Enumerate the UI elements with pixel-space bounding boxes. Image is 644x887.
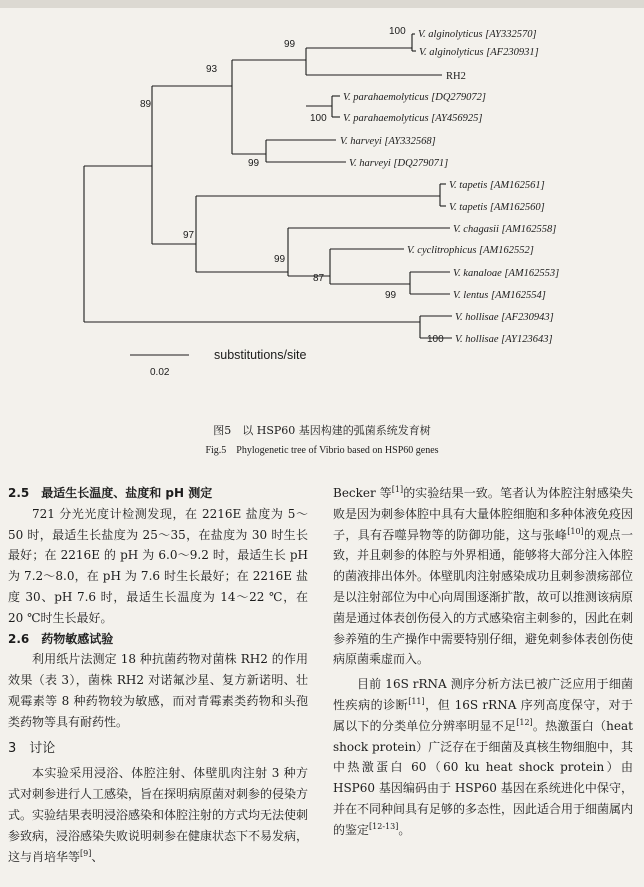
paragraph-text: 的观点一致，并且刺参的体腔与外界相通，能够将大部分注入体腔的菌液排出体外。体壁肌肉注射感染成功且刺参溃疡部位是以注射部位为中心向周围逐渐扩散，故可以推测该病原菌是通过体表创伤侵入的方式感染宿主刺参的，因此在刺参养殖的生产操作中需要特别仔细，避免刺参体表创伤使病原菌乘虚而入。 [333, 527, 634, 667]
citation: [1] [391, 485, 404, 494]
bootstrap-value: 93 [206, 64, 218, 75]
taxon-label: V. alginolyticus [AF230931] [419, 47, 539, 58]
paragraph-text: Becker 等 [333, 486, 392, 500]
figure-caption-cn: 图5 以 HSP60 基因构建的弧菌系统发育树 [213, 424, 431, 437]
bootstrap-value: 100 [427, 334, 444, 345]
scale-unit-label: substitutions/site [214, 348, 307, 362]
taxon-label: V. hollisae [AF230943] [455, 312, 554, 323]
taxon-label: V. parahaemolyticus [AY456925] [343, 113, 483, 124]
paragraph-text: 目前 16S rRNA 测序分析方法已被广泛应用于细菌性疾病的诊断 [333, 677, 633, 712]
phylogenetic-tree [0, 0, 644, 400]
section-heading-2-6: 2.6 药物敏感试验 [8, 631, 114, 646]
citation: [11] [408, 696, 425, 706]
tree-branches [84, 34, 452, 338]
paragraph-text: 、 [91, 849, 104, 864]
taxon-label: V. kanaloae [AM162553] [453, 268, 560, 279]
taxon-label: V. harveyi [DQ279071] [349, 158, 449, 169]
paragraph-growth: 721 分光光度计检测发现，在 2216E 盐度为 5～50 时，最适生长盐度为 25～35，在盐度为 30 时生长最好；在 2216E 的 pH 为 6.0～9.2 时，最适生长 pH 为 7.2～8.0，在 pH 为 7.6 时生长最好；在 2216E 盐度 30、pH 7.6 时，最适生长温度为 14～22 ℃，在 20 ℃时生长最好。 [8, 506, 308, 625]
taxon-label: V. lentus [AM162554] [453, 290, 546, 301]
left-column [8, 483, 308, 867]
bootstrap-value: 89 [140, 99, 152, 110]
citation: [9] [80, 848, 92, 858]
taxon-label: RH2 [446, 71, 466, 82]
scale-value: 0.02 [150, 367, 170, 378]
bootstrap-value: 100 [310, 113, 327, 124]
bootstrap-value: 99 [385, 290, 397, 301]
taxon-label: V. chagasii [AM162558] [453, 224, 557, 235]
right-column [333, 483, 633, 841]
top-bleed-band [0, 0, 644, 8]
taxon-label: V. tapetis [AM162561] [449, 180, 545, 191]
paragraph-16s [333, 674, 633, 840]
section-heading-3: 3 讨论 [8, 740, 56, 756]
paragraph-text: 的实验结果一致。笔者认为体腔注射感染失败是因为刺参体腔中具有大量体腔细胞和多种体液免疫因子，具有吞噬异物等的防御功能，这与张峰 [333, 486, 634, 542]
paragraph-discussion-cont [333, 483, 633, 670]
bootstrap-value: 99 [284, 39, 296, 50]
taxon-label: V. harveyi [AY332568] [340, 136, 436, 147]
paragraph-text: 。 [398, 822, 411, 837]
taxon-label: V. alginolyticus [AY332570] [418, 29, 537, 40]
paragraph-discussion [8, 763, 308, 867]
bootstrap-value: 99 [248, 158, 260, 169]
bootstrap-value: 97 [183, 230, 195, 241]
taxon-label: V. hollisae [AY123643] [455, 334, 553, 345]
taxon-label: V. parahaemolyticus [DQ279072] [343, 92, 487, 103]
citation: [10] [567, 526, 584, 536]
paragraph-text: ，但 16S rRNA 序列高度保守，对于属以下的分类单位分辨率明显不足 [333, 697, 633, 733]
bootstrap-value: 100 [389, 26, 406, 37]
paragraph-text: 。热激蛋白（heat shock protein）广泛存在于细菌及真核生物细胞中，其中热激蛋白 60（60 ku heat shock protein）由 HSP60 基因编码由于 HSP60 基因在系统进化中保守，并在不同种间具有足够的多态性，因此适合用于细菌属内的鉴定 [333, 718, 634, 837]
bootstrap-value: 99 [274, 254, 286, 265]
taxon-label: V. cyclitrophicus [AM162552] [407, 245, 534, 256]
paragraph-drug-sensitivity: 利用纸片法测定 18 种抗菌药物对菌株 RH2 的作用效果（表 3），菌株 RH2 对诺氟沙星、复方新诺明、壮观霉素等 8 种药物较为敏感，而对青霉素类药物和头孢类药物等具有耐药性。 [8, 652, 308, 729]
paragraph-text: 本实验采用浸浴、体腔注射、体壁肌肉注射 3 种方式对刺参进行人工感染，旨在探明病原菌对刺参的侵染方式。实验结果表明浸浴感染和体腔注射的方式均无法使刺参致病，浸浴感染失败说明刺参在健康状态下不易发病，这与肖培华等 [8, 766, 309, 864]
taxon-label: V. tapetis [AM162560] [449, 202, 545, 213]
figure-caption-en: Fig.5 Phylogenetic tree of Vibrio based on HSP60 genes [205, 445, 439, 456]
section-heading-2-5: 2.5 最适生长温度、盐度和 pH 测定 [8, 486, 213, 500]
citation: [12] [516, 717, 533, 727]
bootstrap-value: 87 [313, 273, 325, 284]
citation: [12-13] [369, 821, 399, 831]
